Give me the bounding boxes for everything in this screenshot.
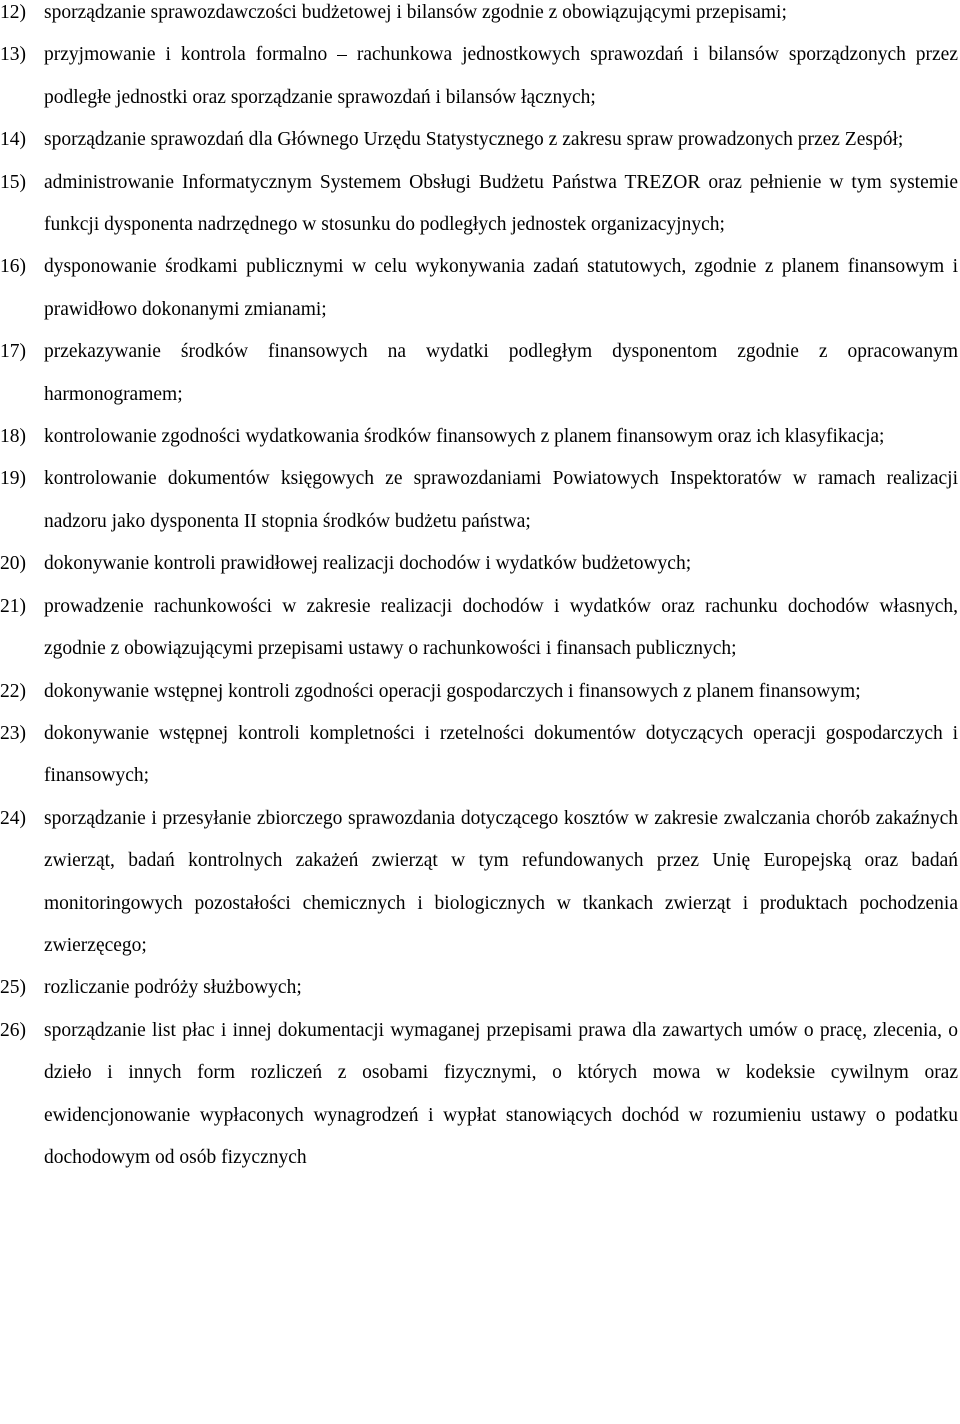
item-number: 22) — [0, 680, 26, 702]
item-number: 15) — [0, 171, 26, 193]
item-number: 26) — [0, 1019, 26, 1041]
list-item — [0, 246, 960, 331]
list-item — [0, 586, 960, 671]
list-item — [0, 967, 960, 1009]
item-text: sporządzanie list płac i innej dokumentacji wymaganej przepisami prawa dla zawartych umów o pracę, zlecenia, o dzieło i innych form rozliczeń z osobami fizycznymi, o których mowa w kodeksie cywilnym oraz ewidencjonowanie wypłaconych wynagrodzeń i wypłat stanowiących dochód w rozumieniu ustawy o podatku dochodowym od osób fizycznych — [44, 1019, 958, 1168]
item-number: 16) — [0, 256, 26, 278]
list-item — [0, 671, 960, 713]
item-number: 24) — [0, 807, 26, 829]
item-text: przyjmowanie i kontrola formalno – rachunkowa jednostkowych sprawozdań i bilansów sporządzonych przez podległe jednostki oraz sporządzanie sprawozdań i bilansów łącznych; — [44, 44, 958, 108]
list-item — [0, 34, 960, 119]
item-text: kontrolowanie zgodności wydatkowania środków finansowych z planem finansowym oraz ich klasyfikacja; — [44, 426, 885, 448]
item-number: 21) — [0, 595, 26, 617]
item-text: dokonywanie wstępnej kontroli kompletności i rzetelności dokumentów dotyczących operacji gospodarczych i finansowych; — [44, 722, 958, 787]
item-text: administrowanie Informatycznym Systemem Obsługi Budżetu Państwa TREZOR oraz pełnienie w tym systemie funkcji dysponenta nadrzędnego w stosunku do podległych jednostek organizacyjnych; — [44, 171, 958, 236]
item-number: 18) — [0, 426, 26, 448]
item-text: kontrolowanie dokumentów księgowych ze sprawozdaniami Powiatowych Inspektoratów w ramach realizacji nadzoru jako dysponenta II stopnia środków budżetu państwa; — [44, 468, 958, 532]
list-item — [0, 416, 960, 458]
item-text: dokonywanie kontroli prawidłowej realizacji dochodów i wydatków budżetowych; — [44, 553, 692, 575]
list-item — [0, 0, 960, 34]
list-item — [0, 798, 960, 968]
item-text: prowadzenie rachunkowości w zakresie realizacji dochodów i wydatków oraz rachunku dochodów własnych, zgodnie z obowiązującymi przepisami ustawy o rachunkowości i finansach publicznych; — [44, 595, 958, 660]
item-text: dysponowanie środkami publicznymi w celu wykonywania zadań statutowych, zgodnie z planem finansowym i prawidłowo dokonanymi zmianami; — [44, 256, 958, 320]
list-item — [0, 1010, 960, 1180]
list-item — [0, 119, 960, 161]
item-number: 17) — [0, 341, 26, 363]
item-number: 13) — [0, 44, 26, 66]
item-number: 23) — [0, 722, 26, 744]
item-text: sporządzanie sprawozdawczości budżetowej i bilansów zgodnie z obowiązującymi przepisami; — [44, 2, 787, 23]
item-number: 19) — [0, 468, 26, 490]
list-item — [0, 713, 960, 798]
item-text: przekazywanie środków finansowych na wydatki podległym dysponentom zgodnie z opracowanym harmonogramem; — [44, 341, 958, 405]
item-number: 14) — [0, 129, 26, 151]
item-number: 25) — [0, 977, 26, 999]
list-item — [0, 458, 960, 543]
list-item — [0, 162, 960, 247]
list-item — [0, 543, 960, 585]
item-text: dokonywanie wstępnej kontroli zgodności operacji gospodarczych i finansowych z planem finansowym; — [44, 680, 861, 702]
item-number: 20) — [0, 553, 26, 575]
list-item — [0, 331, 960, 416]
item-number: 12) — [0, 2, 26, 23]
item-text: sporządzanie sprawozdań dla Głównego Urzędu Statystycznego z zakresu spraw prowadzonych przez Zespół; — [44, 129, 904, 151]
item-text: sporządzanie i przesyłanie zbiorczego sprawozdania dotyczącego kosztów w zakresie zwalczania chorób zakaźnych zwierząt, badań kontrolnych zakażeń zwierząt w tym refundowanych przez Unię Europejską oraz badań monitoringowych pozostałości chemicznych i biologicznych w tkankach zwierząt i produktach pochodzenia zwierzęcego; — [44, 807, 958, 956]
item-text: rozliczanie podróży służbowych; — [44, 977, 302, 999]
